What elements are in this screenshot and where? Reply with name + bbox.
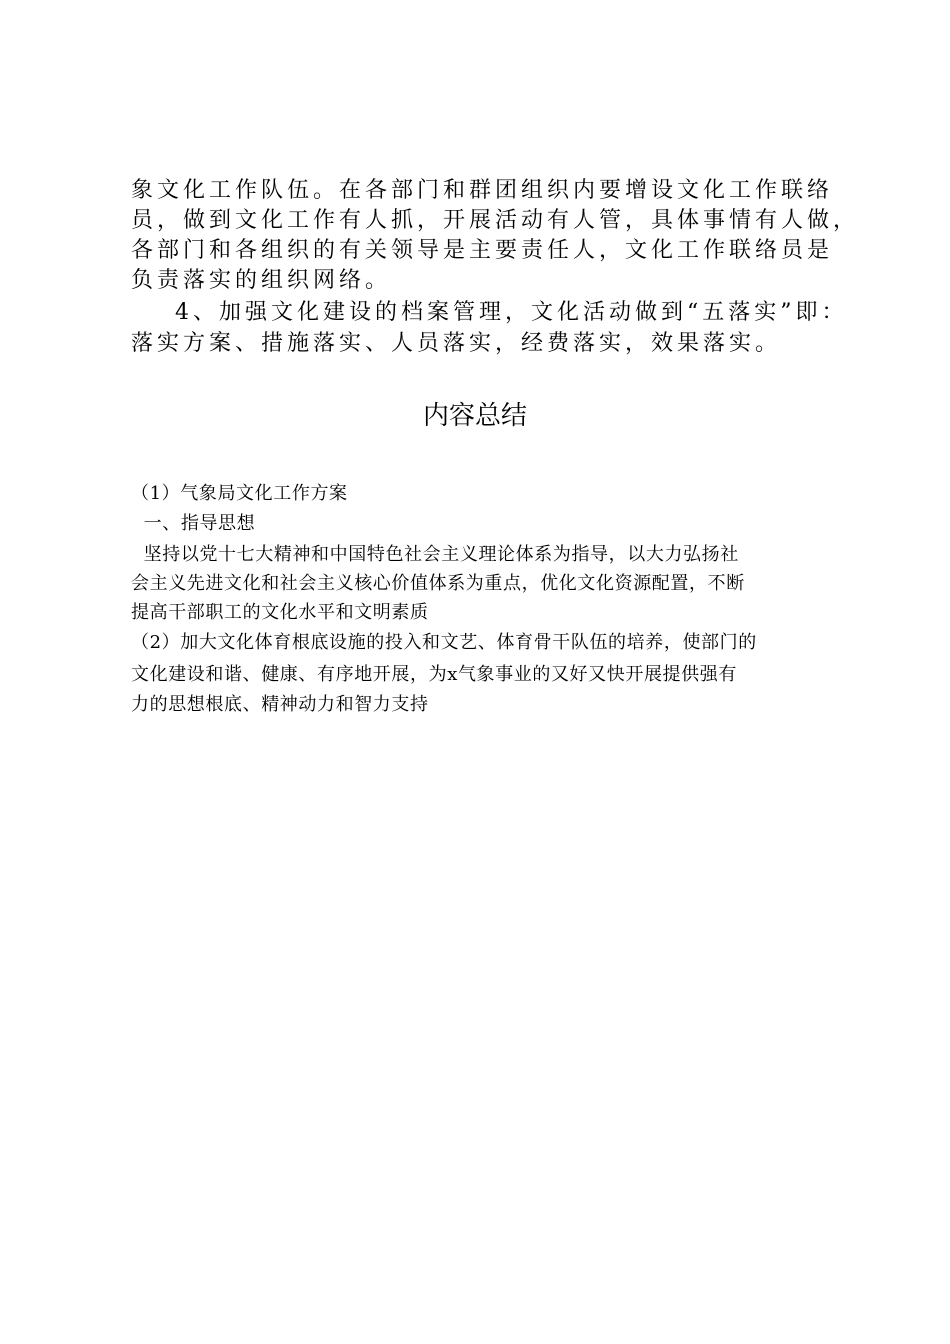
summary-line: 一、指导思想 (131, 513, 256, 534)
summary-line: 力的思想根底、精神动力和智力支持 (131, 694, 429, 715)
summary-line: 文化建设和谐、健康、有序地开展，为x气象事业的又好又快开展提供强有 (131, 664, 737, 685)
summary-line: （2）加大文化体育根底设施的投入和文艺、体育骨干队伍的培养，使部门的 (131, 632, 757, 653)
summary-line: 会主义先进文化和社会主义核心价值体系为重点，优化文化资源配置，不断 (131, 573, 745, 594)
body-line: 落实方案、措施落实、人员落实，经费落实，效果落实。 (131, 331, 782, 356)
summary-heading: 内容总结 (422, 401, 527, 431)
body-line: 象文化工作队伍。在各部门和群团组织内要增设文化工作联络 (131, 178, 834, 203)
body-line: 各部门和各组织的有关领导是主要责任人，文化工作联络员是 (131, 238, 834, 263)
summary-line: （1）气象局文化工作方案 (131, 483, 348, 504)
summary-line: 提高干部职工的文化水平和文明素质 (131, 602, 429, 623)
body-line: 4、加强文化建设的档案管理，文化活动做到“五落实”即： (131, 300, 848, 325)
body-line: 负责落实的组织网络。 (131, 268, 392, 293)
body-line: 员，做到文化工作有人抓，开展活动有人管，具体事情有人做， (131, 208, 860, 233)
summary-line: 坚持以党十七大精神和中国特色社会主义理论体系为指导，以大力弘扬社 (131, 544, 739, 565)
